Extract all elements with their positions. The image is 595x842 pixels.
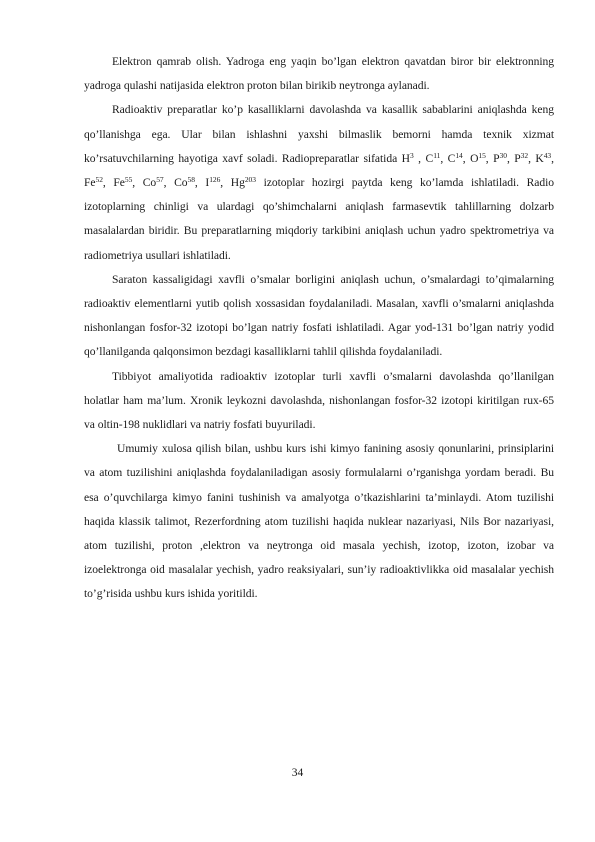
isotope-symbol: P	[493, 151, 500, 165]
isotope-separator: ,	[220, 176, 231, 190]
isotope-separator: ,	[506, 151, 515, 165]
isotope-item	[493, 152, 514, 165]
isotope-mass-number: 57	[156, 175, 164, 185]
isotope-separator: ,	[528, 151, 536, 165]
isotope-separator	[256, 176, 264, 189]
isotope-item	[143, 176, 174, 189]
isotope-item	[84, 176, 113, 189]
isotope-symbol: K	[535, 151, 544, 165]
isotope-item	[113, 176, 142, 189]
isotope-separator: ,	[551, 151, 554, 165]
isotope-symbol: Fe	[84, 176, 96, 190]
isotope-mass-number: 43	[543, 150, 552, 160]
paragraph-radiopreparations-intro: Radioaktiv preparatlar ko’p kasalliklarni davolashda va kasallik sabablarini aniqlashda keng qo’llanishga ega. Ular bilan ishlashni yaxshi bilmaslik bemorni hamda texnik xizmat ko’rsatuvchilarning hayotiga xavf soladi. Radiopreparatlar sifatida	[84, 103, 554, 165]
isotope-separator: ,	[102, 176, 114, 190]
isotope-item	[514, 152, 535, 165]
isotope-symbol: I	[205, 176, 210, 190]
isotope-separator: ,	[413, 151, 426, 165]
isotope-item	[426, 152, 448, 165]
isotope-symbol: P	[514, 151, 521, 165]
paragraph-radiopreparations	[84, 98, 554, 267]
isotope-mass-number: 3	[410, 150, 414, 160]
isotope-symbol: C	[447, 151, 456, 165]
isotope-mass-number: 14	[455, 150, 463, 160]
isotope-mass-number: 203	[244, 175, 256, 185]
paragraph-tumor-treatment: Tibbiyot amaliyotida radioaktiv izotoplar turli xavfli o’smalarni davolashda qo’llanilgan holatlar ham ma’lum. Xronik leykozni davolashda, nishonlangan fosfor-32 izotopi kiritilgan rux-65 va oltin-198 nuklidlari va natriy fosfati buyuriladi.	[84, 369, 554, 432]
isotope-item	[402, 152, 426, 165]
isotope-item	[470, 152, 493, 165]
isotope-mass-number: 30	[499, 150, 507, 160]
paragraph-conclusion: Umumiy xulosa qilish bilan, ushbu kurs ishi kimyo fanining asosiy qonunlarini, prinsiplarini va atom tuzilishini aniqlashda foydalaniladigan asosiy formulalarni o’rganishga yordam beradi. Bu esa o’quvchilarga kimyo fanini tushinish va amalyotga o’tkazishlarini ta’minlaydi. Atom tuzilishi haqida klassik talimot, Rezerfordning atom tuzilishi haqida nuklear nazariyasi, Nils Bor nazariyasi, atom tuzilishi, proton ,elektron va neytronga oid masala yechish, izotop, izoton, izobar va izoelektronga oid masalalar yechish, yadro reaksiyalari, sun’iy radioaktivlikka oid masalalar yechish to’g’risida ushbu kurs ishida yoritildi.	[84, 442, 554, 601]
isotope-separator: ,	[485, 151, 494, 165]
page-number: 34	[291, 767, 304, 779]
isotope-mass-number: 58	[187, 175, 195, 185]
isotope-item	[448, 152, 470, 165]
isotope-separator: ,	[194, 176, 206, 190]
isotope-symbol: C	[425, 151, 434, 165]
isotope-symbol: Co	[142, 176, 157, 190]
isotope-separator: ,	[163, 176, 175, 190]
isotope-symbol: H	[401, 151, 410, 165]
isotope-item	[174, 176, 205, 189]
isotope-mass-number: 126	[209, 175, 221, 185]
paragraph-tumor-detection: Saraton kassaligidagi xavfli o’smalar borligini aniqlash uchun, o’smalardagi to’qimalarning radioaktiv elementlarni yutib qolish xossasidan foydalaniladi. Masalan, xavfli o’smalarni aniqlashda nishonlangan fosfor-32 izotopi bo’lgan natriy fosfati ishlatiladi. Agar yod-131 bo’lgan natriy yodid qo’llanilganda qalqonsimon bezdagi kasalliklarni tahlil qilishda foydalaniladi.	[84, 272, 554, 359]
document-page	[84, 50, 554, 607]
isotope-symbol: Co	[174, 176, 188, 190]
isotope-item	[535, 152, 554, 165]
isotope-symbol: Hg	[230, 176, 245, 190]
isotope-mass-number: 32	[520, 150, 529, 160]
isotope-mass-number: 52	[95, 175, 103, 185]
isotope-mass-number: 11	[433, 150, 441, 160]
isotope-symbol: O	[470, 151, 479, 165]
isotope-item	[231, 176, 264, 189]
isotope-mass-number: 55	[124, 175, 133, 185]
isotope-separator: ,	[440, 151, 448, 165]
isotope-separator: ,	[462, 151, 471, 165]
isotope-separator: ,	[132, 176, 143, 190]
isotope-symbol: Fe	[113, 176, 125, 190]
paragraph-radiopreparations-outro: izotoplar hozirgi paytda keng ko’lamda ishlatiladi. Radio izotoplarning chinligi va ulardagi qo’shimchalarni aniqlash farmasevtik tahlillarning dolzarb masalalardan biridir. Bu preparatlarning miqdoriy tarkibini aniqlash uchun yadro spektrometriya va radiometriya usullari ishlatiladi.	[84, 176, 555, 262]
isotope-mass-number: 15	[478, 150, 486, 160]
isotope-item	[205, 176, 230, 189]
paragraph-electron-capture: Elektron qamrab olish. Yadroga eng yaqin bo’lgan elektron qavatdan biror bir elektronning yadroga qulashi natijasida elektron proton bilan birikib neytronga aylanadi.	[84, 55, 554, 93]
